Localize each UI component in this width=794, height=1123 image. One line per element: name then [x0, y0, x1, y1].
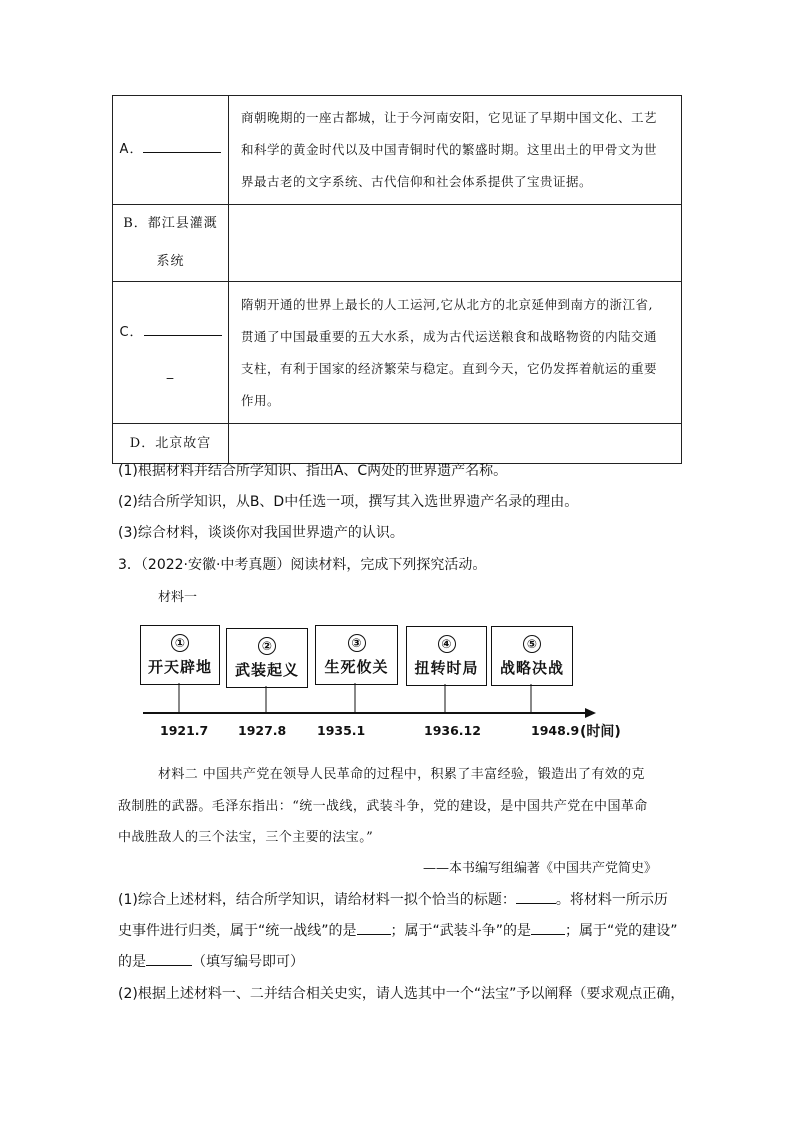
row-c-label: C． _ — [113, 282, 229, 424]
material-1-label: 材料一 — [158, 590, 198, 605]
sub-question-1-line-2: 史事件进行归类，属于“统一战线”的是 ；属于“武装斗争”的是 ；属于“党的建设” — [118, 923, 678, 939]
event-label: 武装起义 — [234, 660, 299, 679]
timeline-arrow-icon — [585, 708, 596, 718]
row-c-desc: 隋朝开通的世界上最长的人工运河,它从北方的北京延伸到南方的浙江省, 贯通了中国最重要的五大水系，成为古代运送粮食和战略物资的内陆交通 支柱，有利于国家的经济繁荣与稳定。直到今天，它仍发挥着航运的重要 作用。 — [229, 282, 682, 424]
time-axis-label: (时间) — [580, 724, 621, 740]
event-label: 开天辟地 — [147, 657, 212, 676]
event-number: ③ — [348, 634, 366, 652]
sub-question-2: (2)根据上述材料一、二并结合相关史实，请人选其中一个“法宝”予以阐释（要求观点正确， — [118, 986, 685, 1002]
problem-3-header: 3．（2022·安徽·中考真题）阅读材料，完成下列探究活动。 — [118, 557, 487, 573]
row-d-label: D．北京故宫 — [113, 424, 229, 464]
year-label: 1948.9 — [531, 723, 580, 738]
event-number: ① — [171, 634, 189, 652]
event-number: ④ — [438, 635, 456, 653]
event-label: 生死攸关 — [324, 657, 389, 676]
answer-blank[interactable] — [516, 891, 556, 904]
answer-blank[interactable] — [357, 922, 391, 935]
event-number: ② — [258, 637, 276, 655]
answer-blank[interactable] — [531, 922, 565, 935]
material-2-line-1: 材料二 中国共产党在领导人民革命的过程中，积累了丰富经验，锻造出了有效的克 — [158, 767, 645, 782]
event-number: ⑤ — [523, 635, 541, 653]
question-1: (1)根据材料并结合所学知识、指出A、C两处的世界遗产名称。 — [118, 463, 508, 479]
event-label: 扭转时局 — [414, 658, 479, 677]
material-2-line-2: 敌制胜的武器。毛泽东指出：“统一战线，武装斗争，党的建设，是中国共产党在中国革命 — [118, 799, 648, 814]
material-2-line-3: 中战胜敌人的三个法宝，三个主要的法宝。” — [118, 830, 374, 845]
event-label: 战略决战 — [499, 658, 564, 677]
year-label: 1921.7 — [160, 723, 209, 738]
year-label: 1935.1 — [317, 723, 366, 738]
answer-blank[interactable] — [146, 953, 192, 966]
year-label: 1936.12 — [424, 723, 481, 738]
row-a-desc: 商朝晚期的一座古都城，让于今河南安阳，它见证了早期中国文化、工艺 和科学的黄金时代以及中国青铜时代的繁盛时期。这里出土的甲骨文为世 界最古老的文字系统、古代信仰和社会体系提供了宝贵证据。 — [229, 96, 682, 205]
material-2-source: ——本书编写组编著《中国共产党简史》 — [423, 861, 658, 876]
question-2: (2)结合所学知识，从B、D中任选一项，撰写其入选世界遗产名录的理由。 — [118, 494, 579, 510]
row-a-label: A． — [113, 96, 229, 205]
sub-question-1-line-1: (1)综合上述材料，结合所学知识，请给材料一拟个恰当的标题： 。将材料一所示历 — [118, 892, 668, 908]
sub-question-1-line-3: 的是 （填写编号即可） — [118, 954, 304, 970]
year-label: 1927.8 — [238, 723, 287, 738]
row-b-label: B．都江县灌溉 系统 — [113, 205, 229, 282]
question-3: (3)综合材料，谈谈你对我国世界遗产的认识。 — [118, 525, 404, 541]
